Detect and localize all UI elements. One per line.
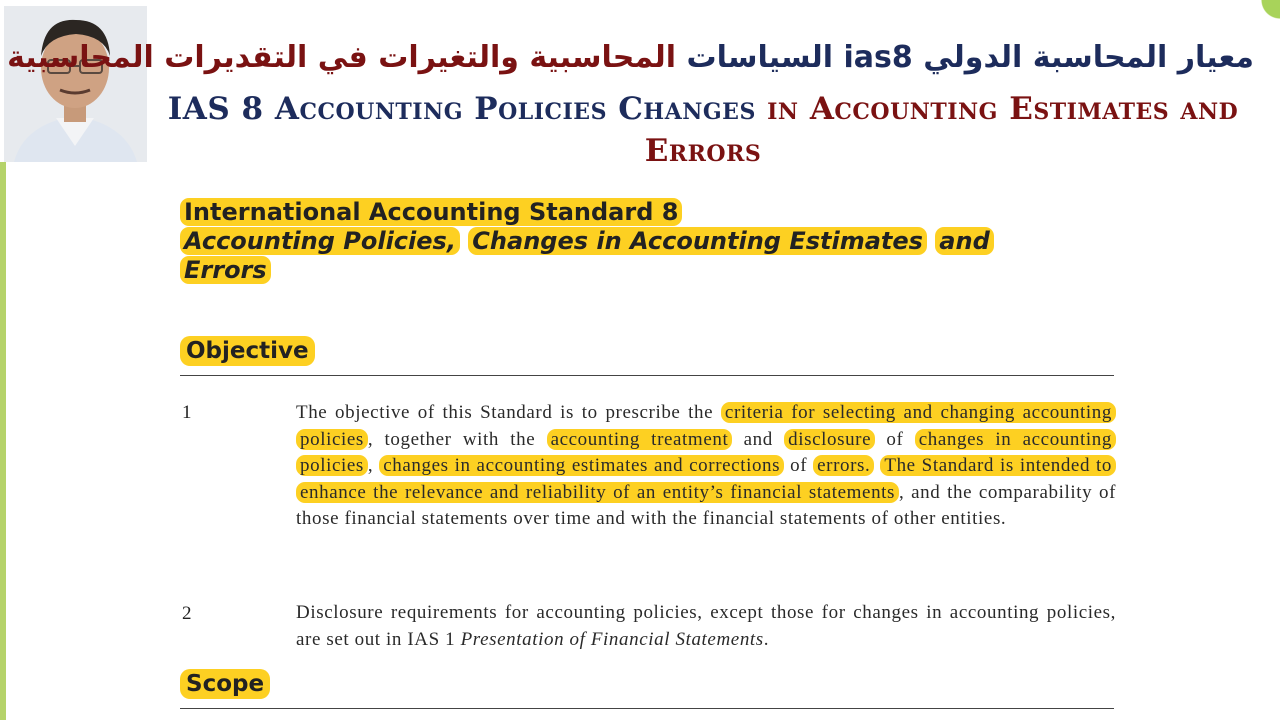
- video-title-banner: [0, 0, 1280, 162]
- objective-divider: [180, 375, 1114, 376]
- english-title: [150, 88, 1256, 162]
- p1-highlight-5: changes in accounting estimates and corrections: [379, 455, 784, 476]
- document-page: [0, 162, 1280, 720]
- heading-line2a: Accounting Policies,: [180, 227, 460, 255]
- heading-line2c: and: [935, 227, 993, 255]
- p1-text-4: of: [875, 428, 915, 450]
- scope-heading-text: Scope: [180, 669, 270, 699]
- p1-highlight-2: accounting treatment: [547, 429, 733, 450]
- presenter-photo: [4, 6, 147, 162]
- p1-highlight-7: The Standard is intended to enhance the relevance and reliability of an entity’s financial statements: [296, 455, 1116, 503]
- p1-text-6: of: [784, 455, 814, 477]
- paragraph-2-number: 2: [182, 603, 192, 624]
- heading-line3: Errors: [180, 256, 271, 284]
- english-title-part1: IAS 8 Accounting Policies Changes: [167, 91, 756, 127]
- standard-heading: [180, 198, 1140, 285]
- heading-line2b: Changes in Accounting Estimates: [468, 227, 927, 255]
- corner-decoration: [1240, 0, 1280, 40]
- p1-text-8: , and the comparability of those financial statements over time and with the financial statements of other entities.: [296, 481, 1116, 530]
- p2-text-2: .: [763, 628, 770, 650]
- scope-heading: [180, 671, 270, 697]
- heading-line1: International Accounting Standard 8: [180, 198, 682, 226]
- scope-divider: [180, 708, 1114, 709]
- paragraph-1: [296, 400, 1116, 533]
- p1-highlight-6: errors.: [813, 455, 874, 476]
- p1-text-2: , together with the: [367, 428, 547, 450]
- p1-text-3: and: [732, 428, 785, 450]
- paragraph-2: [296, 600, 1116, 653]
- objective-heading-text: Objective: [180, 336, 315, 366]
- paragraph-1-number: 1: [182, 402, 192, 423]
- english-title-part2: in Accounting Estimates and Errors: [644, 91, 1239, 162]
- p1-text-1: The objective of this Standard is to prescribe the: [296, 402, 721, 423]
- objective-heading: [180, 338, 315, 364]
- p1-text-5: ,: [367, 455, 380, 477]
- p1-highlight-3: disclosure: [784, 429, 875, 450]
- p1-highlight-4: changes in accounting policies: [296, 429, 1116, 477]
- arabic-title-rest: المحاسبية والتغيرات في التقديرات المحاسبية: [7, 40, 687, 75]
- p1-highlight-1: criteria for selecting and changing accounting policies: [296, 402, 1116, 450]
- p2-book-title: Presentation of Financial Statements: [460, 628, 764, 650]
- arabic-title-prefix: معيار المحاسبة الدولي ias8 السياسات: [686, 40, 1254, 75]
- arabic-title: [7, 38, 1254, 78]
- p2-text-1: Disclosure requirements for accounting policies, except those for changes in accounting policies, are set out in IAS 1: [296, 602, 1116, 650]
